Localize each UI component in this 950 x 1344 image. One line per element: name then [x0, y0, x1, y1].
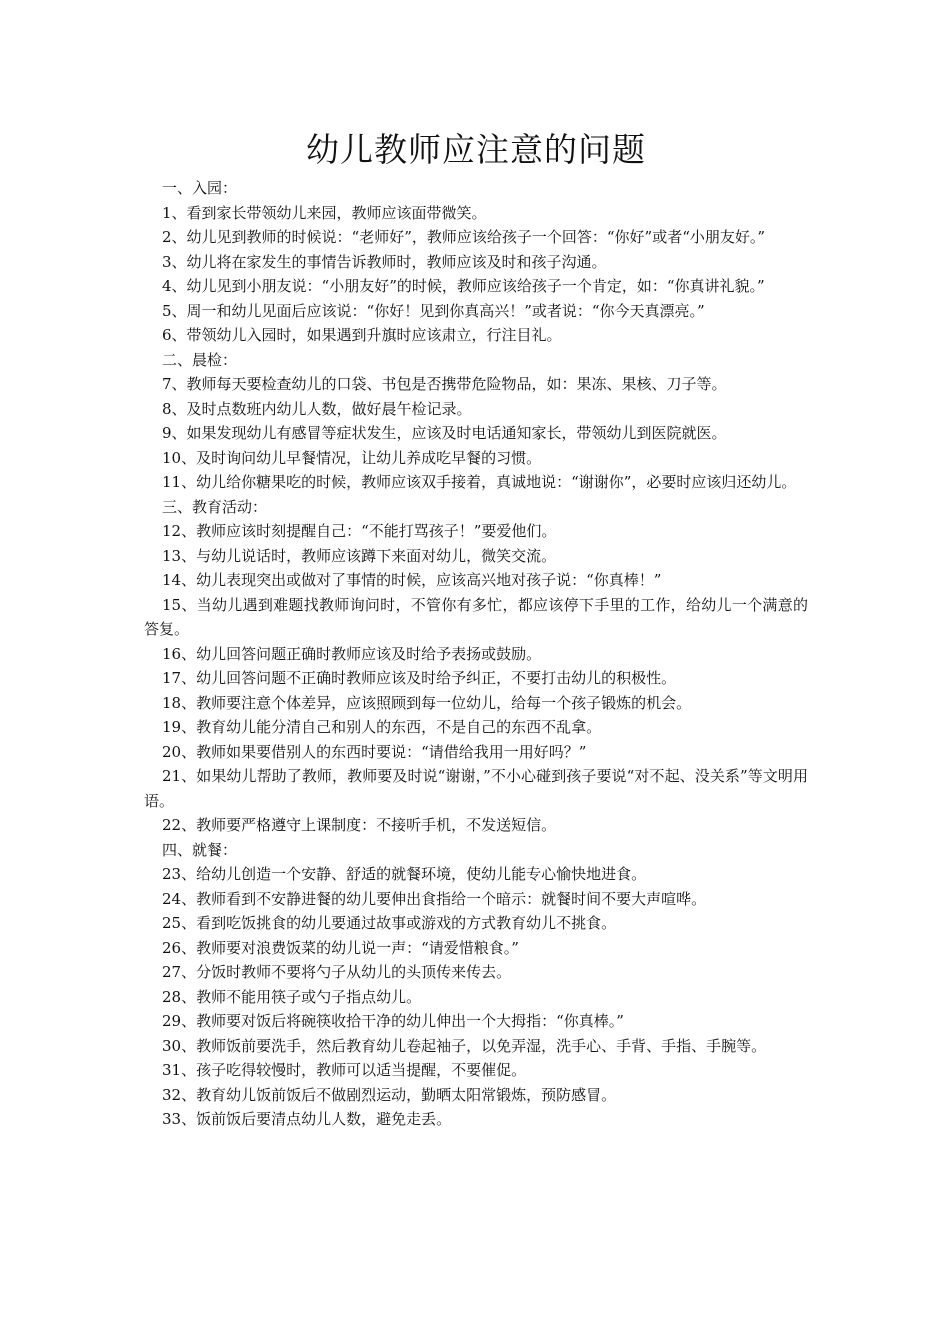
paragraph: 7、教师每天要检查幼儿的口袋、书包是否携带危险物品，如：果冻、果核、刀子等。	[162, 375, 727, 393]
paragraph: 21、如果幼儿帮助了教师，教师要及时说“谢谢，”不小心碰到孩子要说“对不起、没关系”等文明用语。	[144, 767, 808, 810]
paragraph: 29、教师要对饭后将碗筷收拾干净的幼儿伸出一个大拇指：“你真棒。”	[162, 1012, 624, 1030]
paragraph: 22、教师要严格遵守上课制度：不接听手机，不发送短信。	[162, 816, 557, 834]
paragraph: 10、及时询问幼儿早餐情况，让幼儿养成吃早餐的习惯。	[162, 448, 542, 467]
paragraph: 1、看到家长带领幼儿来园，教师应该面带微笑。	[162, 203, 487, 222]
paragraph: 四、就餐：	[162, 840, 238, 859]
paragraph: 3、幼儿将在家发生的事情告诉教师时，教师应该及时和孩子沟通。	[162, 252, 607, 271]
document-title: 幼儿教师应注意的问题	[306, 130, 646, 169]
paragraph: 9、如果发现幼儿有感冒等症状发生，应该及时电话通知家长，带领幼儿到医院就医。	[162, 424, 727, 442]
paragraph: 8、及时点数班内幼儿人数，做好晨午检记录。	[162, 399, 472, 418]
paragraph: 二、晨检：	[162, 350, 238, 369]
paragraph: 30、教师饭前要洗手，然后教育幼儿卷起袖子，以免弄湿，洗手心、手背、手指、手腕等。	[162, 1036, 767, 1055]
paragraph: 26、教师要对浪费饭菜的幼儿说一声：“请爱惜粮食。”	[162, 938, 519, 957]
paragraph: 4、幼儿见到小朋友说：“小朋友好”的时候，教师应该给孩子一个肯定，如：“你真讲礼貌。”	[162, 277, 765, 295]
paragraph: 19、教育幼儿能分清自己和别人的东西，不是自己的东西不乱拿。	[162, 718, 602, 736]
paragraph: 24、教师看到不安静进餐的幼儿要伸出食指给一个暗示：就餐时间不要大声喧哗。	[162, 889, 707, 908]
paragraph: 20、教师如果要借别人的东西时要说：“请借给我用一用好吗？”	[162, 742, 587, 761]
paragraph: 5、周一和幼儿见面后应该说：“你好！见到你真高兴！”或者说：“你今天真漂亮。”	[162, 301, 705, 320]
paragraph: 23、给幼儿创造一个安静、舒适的就餐环境，使幼儿能专心愉快地进食。	[162, 865, 647, 883]
paragraph: 12、教师应该时刻提醒自己：“不能打骂孩子！”要爱他们。	[162, 522, 557, 540]
paragraph: 28、教师不能用筷子或勺子指点幼儿。	[162, 987, 422, 1006]
paragraph: 31、孩子吃得较慢时，教师可以适当提醒，不要催促。	[162, 1061, 527, 1079]
paragraph: 18、教师要注意个体差异，应该照顾到每一位幼儿，给每一个孩子锻炼的机会。	[162, 693, 692, 712]
paragraph: 25、看到吃饭挑食的幼儿要通过故事或游戏的方式教育幼儿不挑食。	[162, 914, 617, 932]
paragraph: 11、幼儿给你糖果吃的时候，教师应该双手接着，真诚地说：“谢谢你”，必要时应该归还幼儿。	[162, 473, 797, 491]
paragraph: 33、饭前饭后要清点幼儿人数，避免走丢。	[162, 1110, 452, 1128]
paragraph: 32、教育幼儿饭前饭后不做剧烈运动，勤晒太阳常锻炼，预防感冒。	[162, 1085, 617, 1104]
document-page	[144, 128, 808, 1132]
paragraph: 14、幼儿表现突出或做对了事情的时候，应该高兴地对孩子说：“你真棒！”	[162, 571, 662, 589]
paragraph: 16、幼儿回答问题正确时教师应该及时给予表扬或鼓励。	[162, 644, 542, 663]
paragraph: 17、幼儿回答问题不正确时教师应该及时给予纠正，不要打击幼儿的积极性。	[162, 669, 677, 687]
paragraph: 27、分饭时教师不要将勺子从幼儿的头顶传来传去。	[162, 963, 512, 981]
paragraph: 2、幼儿见到教师的时候说：“老师好”，教师应该给孩子一个回答：“你好”或者“小朋友好。”	[162, 228, 766, 246]
paragraph: 三、教育活动：	[162, 497, 268, 516]
paragraph: 15、当幼儿遇到难题找教师询问时，不管你有多忙，都应该停下手里的工作，给幼儿一个满意的答复。	[144, 595, 808, 638]
document-body	[144, 176, 808, 1132]
paragraph: 6、带领幼儿入园时，如果遇到升旗时应该肃立，行注目礼。	[162, 326, 562, 344]
paragraph: 13、与幼儿说话时，教师应该蹲下来面对幼儿，微笑交流。	[162, 546, 557, 565]
paragraph: 一、入园：	[162, 179, 238, 197]
